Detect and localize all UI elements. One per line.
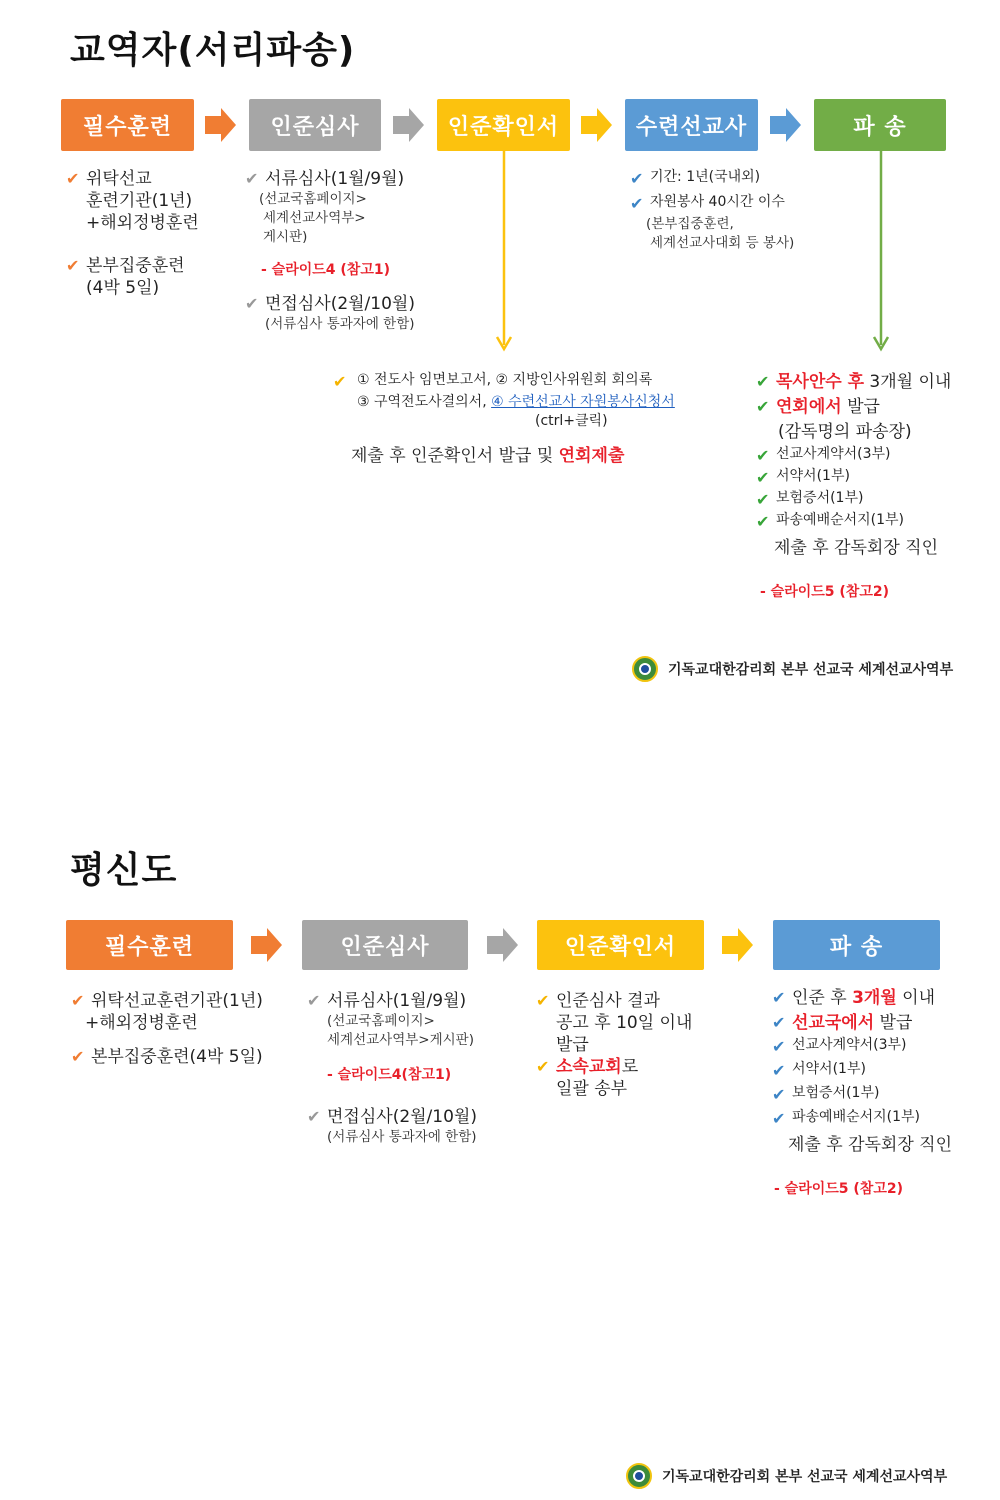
list-item	[772, 1036, 994, 1058]
list-item	[245, 168, 465, 190]
church-emblem-icon	[626, 1463, 652, 1489]
check-icon: ✔	[772, 988, 786, 1007]
check-icon: ✔	[71, 991, 85, 1010]
section2-title: 평신도	[70, 850, 178, 891]
list-item	[71, 1046, 291, 1068]
text-line: (감독명의 파송장)	[778, 422, 912, 442]
check-icon: ✔	[756, 397, 770, 416]
stage-certification-letter: 인준확인서	[437, 99, 570, 151]
highlight-text: 목사안수 후	[776, 372, 865, 392]
check-icon: ✔	[772, 1061, 786, 1080]
list-item	[66, 168, 236, 234]
check-icon: ✔	[772, 1013, 786, 1032]
list-item	[630, 193, 860, 215]
text-line: (4박 5일)	[86, 278, 160, 298]
reference-note: - 슬라이드4(참고1)	[327, 1067, 452, 1083]
list-item	[536, 990, 736, 1056]
list-item	[307, 990, 527, 1012]
arrow-right-icon	[487, 925, 519, 965]
text-line: 세계선교사대회 등 봉사)	[650, 235, 795, 251]
highlight-text: 소속교회	[556, 1057, 622, 1077]
stage-certification-review: 인준심사	[249, 99, 381, 151]
list-item	[536, 1056, 736, 1078]
section2-footer	[626, 1463, 947, 1489]
text-line: (본부집중훈련,	[646, 216, 734, 232]
list-item	[245, 293, 465, 315]
text-line: 세계선교사역부>게시판)	[327, 1032, 474, 1048]
check-icon: ✔	[756, 446, 770, 465]
text-line: (선교국홈페이지>	[327, 1013, 435, 1029]
stage-certification-letter: 인준확인서	[537, 920, 704, 970]
text-line: 서류심사(1월/9월)	[327, 991, 467, 1011]
check-icon: ✔	[245, 169, 259, 188]
text-line: 로	[621, 1057, 639, 1077]
check-icon: ✔	[307, 991, 321, 1010]
text-line: +해외정병훈련	[86, 213, 199, 233]
stage-trainee-missionary: 수련선교사	[625, 99, 758, 151]
text-line: 면접심사(2월/10월)	[327, 1107, 477, 1127]
text-line: 본부집중훈련	[86, 256, 185, 276]
text-line: 기간: 1년(국내외)	[650, 169, 761, 185]
text-line: 파송예배순서지(1부)	[776, 512, 905, 528]
list-item	[772, 987, 994, 1009]
check-icon: ✔	[772, 1109, 786, 1128]
arrow-right-icon	[770, 105, 802, 145]
section1-col5	[756, 371, 991, 601]
arrow-right-icon	[722, 925, 754, 965]
text-line: (서류심사 통과자에 한함)	[327, 1129, 477, 1145]
check-icon: ✔	[66, 256, 80, 275]
text-line: 파송예배순서지(1부)	[792, 1109, 921, 1125]
list-item	[630, 168, 860, 190]
text-line: 인준 후	[792, 988, 853, 1008]
check-icon: ✔	[756, 512, 770, 531]
check-icon: ✔	[71, 1047, 85, 1066]
highlight-text: 선교국에서	[792, 1013, 875, 1033]
list-item	[66, 255, 236, 299]
check-icon: ✔	[536, 1057, 550, 1076]
text-line: 발급	[841, 397, 880, 417]
list-item	[756, 511, 991, 533]
text-line: +해외정병훈련	[85, 1013, 198, 1033]
check-icon: ✔	[66, 169, 80, 188]
list-item	[772, 1084, 994, 1106]
arrow-right-icon	[581, 105, 613, 145]
text-line: ③ 구역전도사결의서,	[357, 394, 492, 410]
section1-col2	[245, 168, 465, 334]
text-line: 인준심사 결과	[556, 991, 660, 1011]
list-item	[756, 396, 991, 418]
text-line: 제출 후 감독회장 직인	[774, 538, 939, 558]
check-icon: ✔	[245, 294, 259, 313]
section1-documents	[333, 371, 753, 467]
text-line: 발급	[874, 1013, 913, 1033]
highlight-text: 3개월	[852, 988, 897, 1008]
text-line: 3개월 이내	[864, 372, 952, 392]
stage-dispatch: 파 송	[814, 99, 946, 151]
text-line: 선교사계약서(3부)	[792, 1037, 907, 1053]
text-line: 게시판)	[263, 229, 308, 245]
organization-name: 기독교대한감리회 본부 선교국 세계선교사역부	[662, 1469, 948, 1485]
volunteer-application-link[interactable]: ④ 수련선교사 자원봉사신청서	[491, 394, 675, 410]
section1-col1	[66, 168, 236, 299]
list-item	[772, 1060, 994, 1082]
text-line: 위탁선교	[86, 169, 152, 189]
section2-col1	[71, 990, 291, 1068]
text-line: 서약서(1부)	[776, 468, 850, 484]
check-icon: ✔	[333, 372, 347, 391]
arrow-down-icon	[494, 150, 514, 355]
list-item	[307, 1106, 527, 1128]
text-line: (선교국홈페이지>	[259, 191, 367, 207]
text-line: 본부집중훈련(4박 5일)	[91, 1047, 263, 1067]
reference-note: - 슬라이드4 (참고1)	[261, 262, 390, 278]
section2-col4	[772, 987, 994, 1198]
check-icon: ✔	[630, 169, 644, 188]
list-item	[772, 1108, 994, 1130]
text-line: 위탁선교훈련기관(1년)	[91, 991, 263, 1011]
check-icon: ✔	[756, 468, 770, 487]
text-line: 제출 후 감독회장 직인	[788, 1135, 953, 1155]
section1-title: 교역자(서리파송)	[70, 30, 356, 71]
text-line: 면접심사(2월/10월)	[265, 294, 415, 314]
organization-name: 기독교대한감리회 본부 선교국 세계선교사역부	[668, 662, 954, 678]
check-icon: ✔	[630, 194, 644, 213]
arrow-down-icon	[871, 150, 891, 355]
stage-dispatch: 파 송	[773, 920, 940, 970]
text-line: 공고 후 10일 이내	[556, 1013, 693, 1033]
list-item	[756, 445, 991, 467]
highlight-text: 연회에서	[776, 397, 842, 417]
text-line: 일괄 송부	[556, 1079, 628, 1099]
stage-required-training: 필수훈련	[66, 920, 233, 970]
arrow-right-icon	[393, 105, 425, 145]
list-item	[756, 489, 991, 511]
section2-col3	[536, 990, 736, 1100]
arrow-right-icon	[251, 925, 283, 965]
check-icon: ✔	[772, 1037, 786, 1056]
check-icon: ✔	[536, 991, 550, 1010]
ctrl-click-hint: (ctrl+클릭)	[535, 413, 608, 429]
section2-col2	[307, 990, 527, 1147]
text-line: 보험증서(1부)	[776, 490, 864, 506]
text-line: 발급	[556, 1035, 589, 1055]
check-icon: ✔	[772, 1085, 786, 1104]
reference-note: - 슬라이드5 (참고2)	[760, 584, 889, 600]
text-line: 세계선교사역부>	[263, 210, 366, 226]
highlight-text: 연회제출	[558, 446, 625, 466]
list-item	[333, 371, 753, 393]
text-line: 선교사계약서(3부)	[776, 446, 891, 462]
reference-note: - 슬라이드5 (참고2)	[774, 1181, 903, 1197]
list-item	[71, 990, 291, 1012]
text-line: (서류심사 통과자에 한함)	[265, 316, 415, 332]
arrow-right-icon	[205, 105, 237, 145]
text-line: 자원봉사 40시간 이수	[650, 194, 785, 210]
section1-footer	[632, 656, 953, 682]
text-line: 제출 후 인준확인서 발급 및	[351, 446, 559, 466]
stage-certification-review: 인준심사	[302, 920, 468, 970]
text-line: 서약서(1부)	[792, 1061, 866, 1077]
text-line: 보험증서(1부)	[792, 1085, 880, 1101]
check-icon: ✔	[756, 490, 770, 509]
text-line: ① 전도사 임면보고서, ② 지방인사위원회 회의록	[357, 372, 653, 388]
section1-col4	[630, 168, 860, 253]
check-icon: ✔	[307, 1107, 321, 1126]
list-item	[756, 371, 991, 393]
text-line: 이내	[896, 988, 936, 1008]
list-item	[756, 467, 991, 489]
check-icon: ✔	[756, 372, 770, 391]
church-emblem-icon	[632, 656, 658, 682]
list-item	[772, 1012, 994, 1034]
stage-required-training: 필수훈련	[61, 99, 194, 151]
text-line: 서류심사(1월/9월)	[265, 169, 405, 189]
text-line: 훈련기관(1년)	[86, 191, 193, 211]
